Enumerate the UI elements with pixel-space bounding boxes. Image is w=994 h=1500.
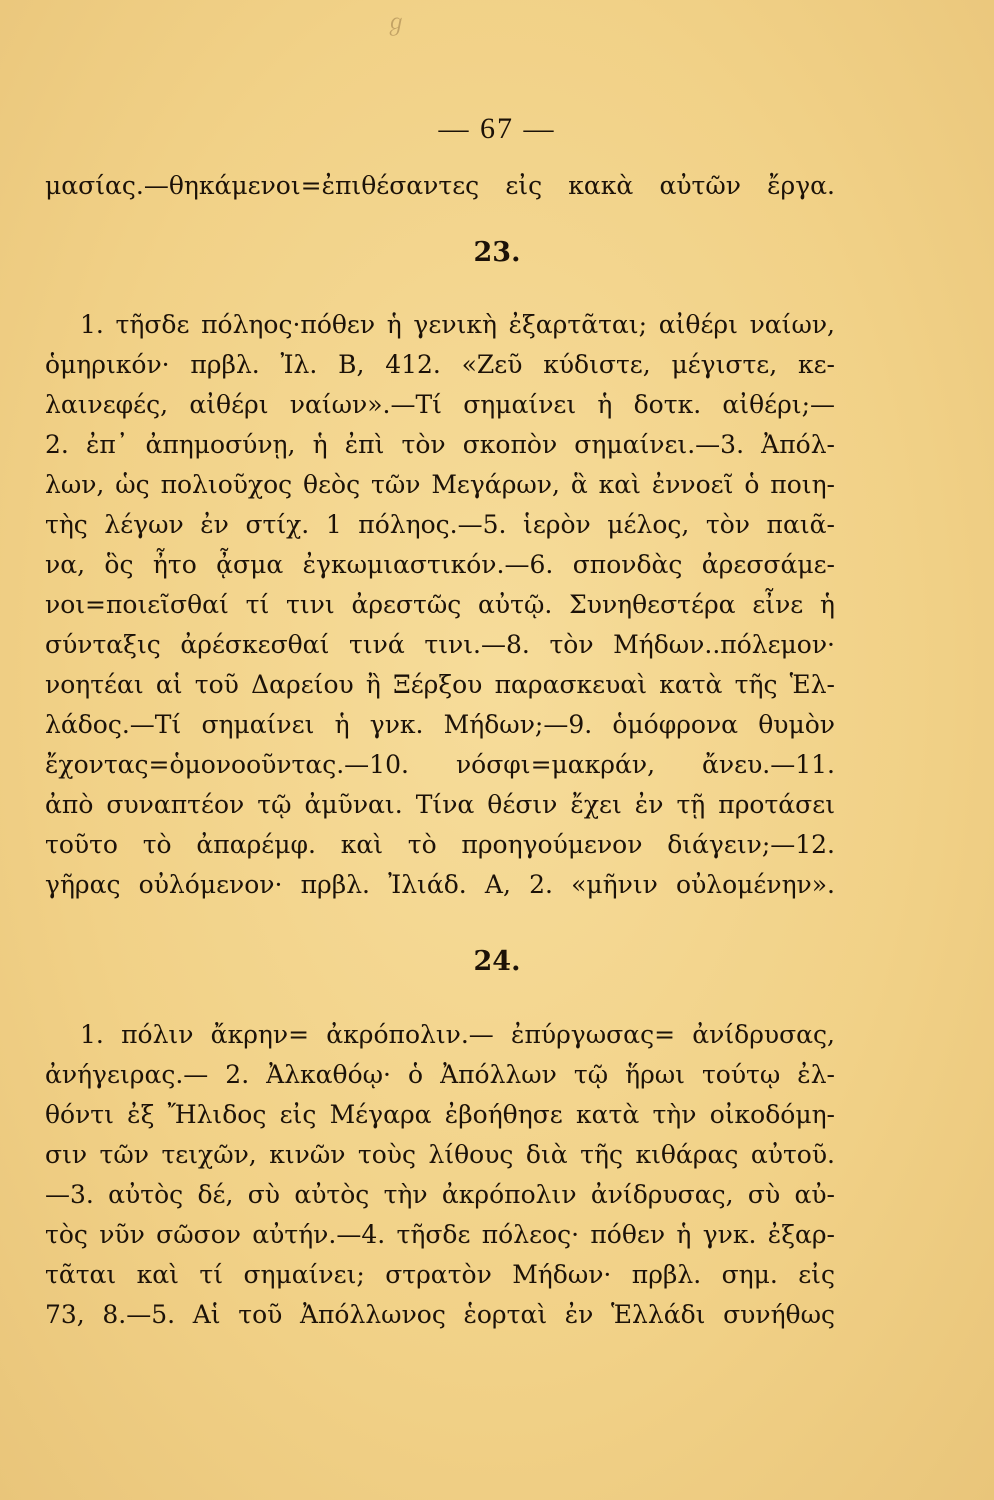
- text-line: σιν τῶν τειχῶν, κινῶν τοὺς λίθους διὰ τῆς κιθάρας αὐτοῦ.: [45, 1140, 835, 1169]
- text-line: ἀπὸ συναπτέον τῷ ἀμῦναι. Τίνα θέσιν ἔχει ἐν τῇ προτάσει: [45, 790, 835, 819]
- text-line: 73, 8.—5. Αἱ τοῦ Ἀπόλλωνος ἑορταὶ ἐν Ἑλλάδι συνήθως: [45, 1300, 835, 1329]
- text-line: λάδος.—Τί σημαίνει ἡ γνκ. Μήδων;—9. ὁμόφρονα θυμὸν: [45, 710, 835, 739]
- text-line: γῆρας οὐλόμενον· πρβλ. Ἰλιάδ. Α, 2. «μῆνιν οὐλομένην».: [45, 870, 835, 899]
- text-line: ἔχοντας=ὁμονοοῦντας.—10. νόσφι=μακράν, ἄνευ.—11.: [45, 750, 835, 779]
- text-line: 1. πόλιν ἄκρην= ἀκρόπολιν.— ἐπύργωσας= ἀνίδρυσας,: [80, 1020, 835, 1049]
- text-line: 2. ἐπ᾿ ἀπημοσύνῃ, ἡ ἐπὶ τὸν σκοπὸν σημαίνει.—3. Ἀπόλ-: [45, 430, 835, 459]
- intro-line: μασίας.—θηκάμενοι=ἐπιθέσαντες εἰς κακὰ αὐτῶν ἔργα.: [45, 171, 835, 200]
- text-line: λων, ὡς πολιοῦχος θεὸς τῶν Μεγάρων, ἃ καὶ ἐννοεῖ ὁ ποιη-: [45, 470, 835, 499]
- text-line: —3. αὐτὸς δέ, σὺ αὐτὸς τὴν ἀκρόπολιν ἀνίδρυσας, σὺ αὐ-: [45, 1180, 835, 1209]
- text-line: ὁμηρικόν· πρβλ. Ἰλ. Β, 412. «Ζεῦ κύδιστε, μέγιστε, κε-: [45, 350, 835, 379]
- section-heading-24: 24.: [473, 946, 521, 977]
- text-line: νοητέαι αἱ τοῦ Δαρείου ἢ Ξέρξου παρασκευαὶ κατὰ τῆς Ἑλ-: [45, 670, 835, 699]
- text-line: τὸς νῦν σῶσον αὐτήν.—4. τῆσδε πόλεος· πόθεν ἡ γνκ. ἐξαρ-: [45, 1220, 835, 1249]
- text-line: τοῦτο τὸ ἀπαρέμφ. καὶ τὸ προηγούμενον διάγειν;—12.: [45, 830, 835, 859]
- text-line: 1. τῆσδε πόληος·πόθεν ἡ γενικὴ ἐξαρτᾶται; αἰθέρι ναίων,: [80, 310, 835, 339]
- section-heading-23: 23.: [473, 237, 521, 268]
- text-line: σύνταξις ἀρέσκεσθαί τινά τινι.—8. τὸν Μήδων..πόλεμον·: [45, 630, 835, 659]
- text-line: ἀνήγειρας.— 2. Ἀλκαθόῳ· ὁ Ἀπόλλων τῷ ἥρωι τούτῳ ἐλ-: [45, 1060, 835, 1089]
- text-line: τὴς λέγων ἐν στίχ. 1 πόληος.—5. ἱερὸν μέλος, τὸν παιᾶ-: [45, 510, 835, 539]
- stain-mark: ℊ: [385, 11, 408, 36]
- text-line: να, ὃς ἦτο ᾆσμα ἐγκωμιαστικόν.—6. σπονδὰς ἀρεσσάμε-: [45, 550, 835, 579]
- text-line: νοι=ποιεῖσθαί τί τινι ἀρεστῶς αὐτῷ. Συνηθεστέρα εἶνε ἡ: [45, 590, 835, 619]
- page-number: — 67 —: [438, 112, 556, 145]
- text-line: τᾶται καὶ τί σημαίνει; στρατὸν Μήδων· πρβλ. σημ. εἰς: [45, 1260, 835, 1289]
- text-line: θόντι ἐξ Ἤλιδος εἰς Μέγαρα ἐβοήθησε κατὰ τὴν οἰκοδόμη-: [45, 1100, 835, 1129]
- text-line: λαινεφές, αἰθέρι ναίων».—Τί σημαίνει ἡ δοτκ. αἰθέρι;—: [45, 390, 835, 419]
